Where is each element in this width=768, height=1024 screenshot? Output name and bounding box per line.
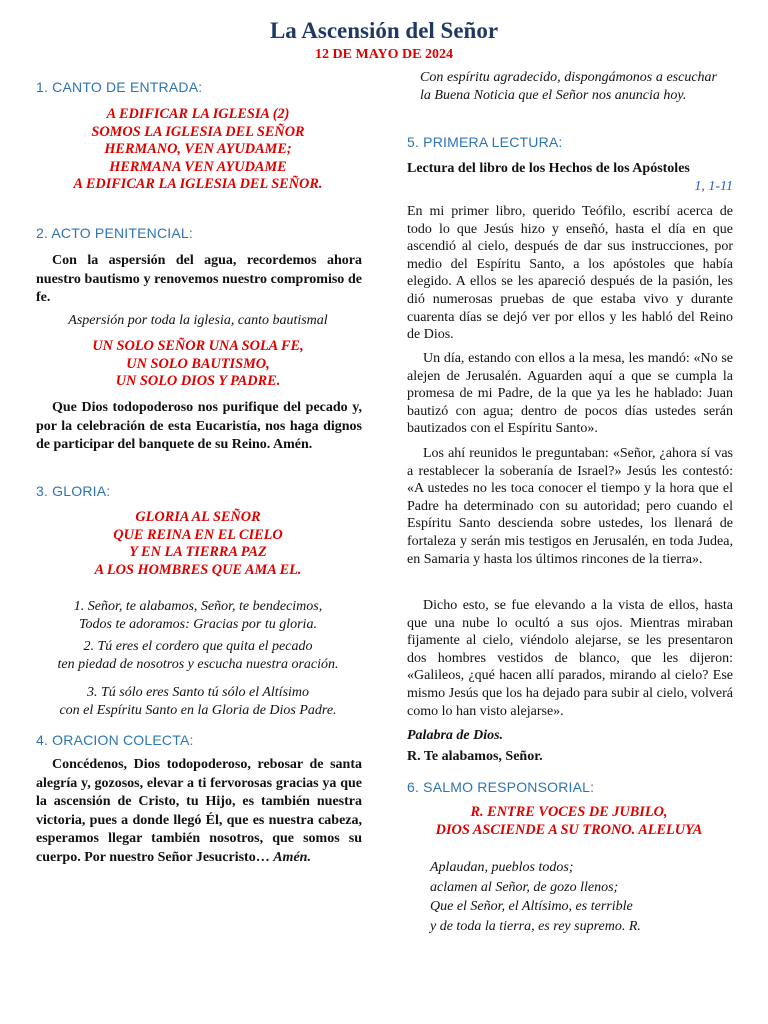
penitencial-prayer: Que Dios todopoderoso nos purifique del pecado y, por la celebración de esta Eucaristía, nos haga dignos de participar del banquete de su Reino. Amén. bbox=[36, 400, 362, 452]
lyric-line: SOMOS LA IGLESIA DEL SEÑOR bbox=[91, 123, 305, 140]
penitencial-rubric: Aspersión por toda la iglesia, canto bautismal bbox=[68, 313, 328, 328]
lectura-paragraph-4: Dicho esto, se fue elevando a la vista de ellos, hasta que una nube lo ocultó a sus ojos. Mientras miraban fijamente al cielo, viéndolo alejarse, se les presentaron dos hombres vestidos de blanco, que les dijeron: «Galileos, ¿qué hacen allí parados, mirando al cielo? Ese mismo Jesús que los ha dejado para subir al cielo, volverá como lo han visto alejarse». bbox=[407, 598, 733, 719]
lyric-line: HERMANA VEN AYUDAME bbox=[109, 158, 287, 175]
heading-lectura: 5. PRIMERA LECTURA: bbox=[407, 134, 563, 150]
gospel-intro: Con espíritu agradecido, dispongámonos a escuchar la Buena Noticia que el Señor nos anuncia hoy. bbox=[420, 70, 717, 103]
colecta-text bbox=[36, 756, 362, 867]
lyric-line: HERMANO, VEN AYUDAME; bbox=[104, 141, 292, 157]
lectura-paragraph-1: En mi primer libro, querido Teófilo, escribí acerca de todo lo que Jesús hizo y enseñó, hasta el día en que ascendió al cielo, después de dar sus instrucciones, por medio del Espíritu Santo, a los apóstoles que había elegido. A ellos se les apareció después de la pasión, les dió numerosas pruebas de que estaba vivo y durante cuarenta días se dejó ver por ellos y les habló del Reino de Dios. bbox=[407, 204, 733, 343]
lyric-line: UN SOLO SEÑOR UNA SOLA FE, bbox=[92, 338, 304, 354]
refrain-line: DIOS ASCIENDE A SU TRONO. ALELUYA bbox=[435, 821, 703, 838]
heading-canto: 1. CANTO DE ENTRADA: bbox=[36, 79, 203, 95]
lectura-paragraph-3: Los ahí reunidos le preguntaban: «Señor, ¿ahora sí vas a restablecer la soberanía de Israel?» Jesús les contestó: «A ustedes no les toca conocer el tiempo y la hora que el Padre ha determinado con su autoridad; pero cuando el Espíritu Santo descienda sobre ustedes, los llenará de fortaleza y serán mis testigos en Jerusalén, en toda Judea, en Samaria y hasta los últimos rincones de la tierra». bbox=[407, 446, 733, 567]
verse-line: con el Espíritu Santo en la Gloria de Dios Padre. bbox=[59, 703, 337, 718]
verse-line: aclamen al Señor, de gozo llenos; bbox=[430, 879, 619, 895]
lyric-line: QUE REINA EN EL CIELO bbox=[113, 526, 283, 543]
colecta-amen: Amén. bbox=[273, 849, 311, 865]
page-title: La Ascensión del Señor bbox=[269, 18, 499, 43]
canto-lyrics bbox=[32, 106, 364, 194]
gloria-verse-2 bbox=[32, 638, 364, 674]
lyric-line: A LOS HOMBRES QUE AMA EL. bbox=[94, 561, 302, 578]
gloria-verse-3 bbox=[32, 684, 364, 720]
heading-salmo: 6. SALMO RESPONSORIAL: bbox=[407, 779, 595, 795]
heading-penitencial: 2. ACTO PENITENCIAL: bbox=[36, 225, 194, 241]
lectura-response: R. Te alabamos, Señor. bbox=[407, 749, 543, 764]
lyric-line: Y EN LA TIERRA PAZ bbox=[129, 544, 267, 560]
verse-line: Todos te adoramos: Gracias por tu gloria. bbox=[79, 617, 317, 632]
gloria-verse-1 bbox=[32, 598, 364, 634]
salmo-refrain bbox=[405, 804, 733, 839]
heading-gloria: 3. GLORIA: bbox=[36, 483, 111, 499]
heading-colecta: 4. ORACION COLECTA: bbox=[36, 732, 194, 748]
colecta-body: Concédenos, Dios todopoderoso, rebosar de santa alegría y, gozosos, elevar a ti fervorosas gracias ya que la ascensión de Cristo, tu Hijo, es también nuestra victoria, pues a donde llegó Él, que es nuestra cabeza, esperamos llegar también nosotros, que somos su cuerpo. Por nuestro Señor Jesucristo… bbox=[36, 757, 362, 865]
lectura-paragraph-2: Un día, estando con ellos a la mesa, les mandó: «No se alejen de Jerusalén. Aguarden aquí a que se cumpla la promesa de mi Padre, de la que ya les he hablado: Juan bautizó con agua; dentro de pocos días ustedes serán bautizados con el Espíritu Santo». bbox=[407, 351, 733, 437]
gloria-refrain bbox=[32, 509, 364, 579]
lyric-line: A EDIFICAR LA IGLESIA DEL SEÑOR. bbox=[73, 176, 323, 192]
verse-line: y de toda la tierra, es rey supremo. R. bbox=[430, 918, 641, 934]
lyric-line: A EDIFICAR LA IGLESIA (2) bbox=[106, 106, 290, 122]
verse-line: 2. Tú eres el cordero que quita el pecado bbox=[83, 639, 313, 654]
page-date: 12 DE MAYO DE 2024 bbox=[315, 47, 453, 62]
refrain-line: R. ENTRE VOCES DE JUBILO, bbox=[470, 804, 668, 820]
verse-line: 3. Tú sólo eres Santo tú sólo el Altísimo bbox=[86, 685, 310, 700]
verse-line: Que el Señor, el Altísimo, es terrible bbox=[430, 899, 633, 914]
penitencial-intro: Con la aspersión del agua, recordemos ahora nuestro bautismo y renovemos nuestro compromiso de fe. bbox=[36, 253, 362, 305]
palabra-de-dios: Palabra de Dios. bbox=[407, 728, 504, 743]
salmo-verse bbox=[430, 858, 641, 936]
lyric-line: GLORIA AL SEÑOR bbox=[135, 509, 261, 525]
verse-line: ten piedad de nosotros y escucha nuestra oración. bbox=[57, 657, 339, 672]
verse-line: 1. Señor, te alabamos, Señor, te bendecimos, bbox=[73, 599, 323, 614]
lectura-title: Lectura del libro de los Hechos de los Apóstoles bbox=[407, 161, 690, 176]
penitencial-song bbox=[32, 338, 364, 391]
lectura-reference: 1, 1-11 bbox=[694, 179, 733, 194]
verse-line: Aplaudan, pueblos todos; bbox=[430, 860, 574, 875]
lyric-line: UN SOLO BAUTISMO, bbox=[126, 355, 270, 372]
lyric-line: UN SOLO DIOS Y PADRE. bbox=[115, 373, 281, 389]
